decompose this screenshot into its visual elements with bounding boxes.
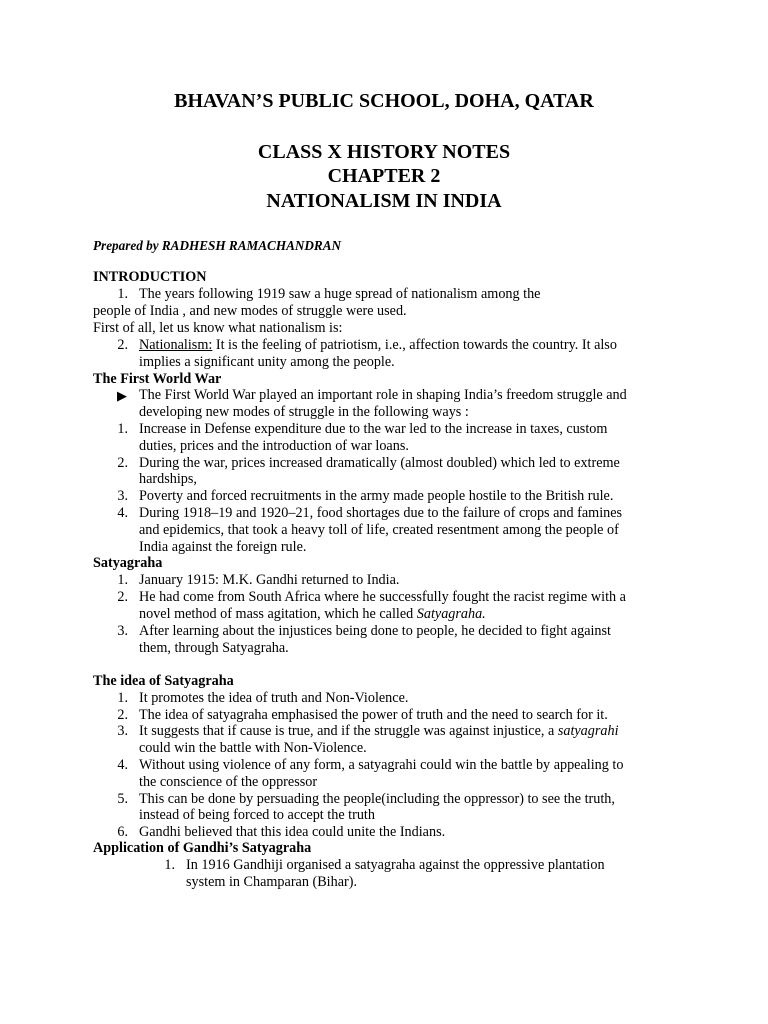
satyagraha-item-line: them, through Satyagraha. (139, 640, 289, 656)
ww1-item-line: During the war, prices increased dramatically (almost doubled) which led to extreme (139, 455, 620, 471)
idea-item-line: Without using violence of any form, a satyagrahi could win the battle by appealing to (139, 757, 624, 773)
satyagraha-item-line: January 1915: M.K. Gandhi returned to India. (139, 572, 400, 588)
application-heading: Application of Gandhi’s Satyagraha (93, 840, 312, 856)
idea-item-line: Gandhi believed that this idea could unite the Indians. (139, 824, 446, 840)
intro-paragraph-line: people of India , and new modes of struggle were used. (93, 303, 407, 319)
list-number: 1. (117, 572, 128, 588)
idea-item-line (139, 723, 619, 740)
list-number: 3. (117, 488, 128, 504)
list-number: 1. (117, 690, 128, 706)
idea-item-line: instead of being forced to accept the truth (139, 807, 375, 823)
satyagraha-item-line: He had come from South Africa where he successfully fought the racist regime with a (139, 589, 626, 605)
idea-item-line: This can be done by persuading the people(including the oppressor) to see the truth, (139, 791, 615, 807)
list-number: 2. (117, 589, 128, 605)
prepared-by: Prepared by RADHESH RAMACHANDRAN (93, 238, 342, 253)
idea-item-line: the conscience of the oppressor (139, 774, 318, 790)
idea-heading: The idea of Satyagraha (93, 673, 234, 689)
chapter-number: CHAPTER 2 (327, 165, 441, 187)
nationalism-term: Nationalism: (139, 337, 213, 353)
satyagraha-italic-term: Satyagraha. (416, 606, 486, 622)
ww1-item-line: During 1918–19 and 1920–21, food shortages due to the failure of crops and famines (139, 505, 623, 521)
ww1-bullet-line: developing new modes of struggle in the following ways : (139, 404, 469, 420)
idea-item-line: It promotes the idea of truth and Non-Violence. (139, 690, 409, 706)
ww1-item-line: Increase in Defense expenditure due to the war led to the increase in taxes, custom (139, 421, 608, 437)
list-number: 4. (117, 505, 128, 521)
intro-paragraph-line: First of all, let us know what nationalism is: (93, 320, 343, 336)
list-number: 1. (117, 286, 128, 302)
satyagraha-item-line (139, 606, 486, 623)
class-title: CLASS X HISTORY NOTES (257, 141, 511, 163)
application-item-line: system in Champaran (Bihar). (186, 874, 357, 890)
idea-item-line: The idea of satyagraha emphasised the power of truth and the need to search for it. (139, 707, 608, 723)
application-item-line: In 1916 Gandhiji organised a satyagraha against the oppressive plantation (186, 857, 605, 873)
arrow-bullet-icon: ▶ (117, 388, 127, 403)
satyagraha-text: novel method of mass agitation, which he called (139, 606, 417, 622)
satyagrahi-italic-term: satyagrahi (557, 723, 619, 739)
list-number: 1. (164, 857, 175, 873)
nationalism-definition (139, 337, 617, 354)
ww1-item-line: and epidemics, that took a heavy toll of life, created resentment among the people of (139, 522, 619, 538)
list-number: 1. (117, 421, 128, 437)
intro-paragraph-line: The years following 1919 saw a huge spread of nationalism among the (139, 286, 541, 302)
intro-heading: INTRODUCTION (93, 269, 207, 285)
idea-text: It suggests that if cause is true, and if the struggle was against injustice, a (139, 723, 558, 739)
ww1-bullet-line: The First World War played an important role in shaping India’s freedom struggle and (139, 387, 627, 403)
satyagraha-item-line: After learning about the injustices being done to people, he decided to fight against (139, 623, 611, 639)
satyagraha-heading: Satyagraha (93, 555, 163, 571)
definition-text: It is the feeling of patriotism, i.e., affection towards the country. It also (212, 337, 617, 353)
ww1-item-line: duties, prices and the introduction of war loans. (139, 438, 409, 454)
list-number: 2. (117, 455, 128, 471)
ww1-item-line: Poverty and forced recruitments in the army made people hostile to the British rule. (139, 488, 614, 504)
ww1-item-line: India against the foreign rule. (139, 539, 307, 555)
list-number: 3. (117, 623, 128, 639)
ww1-heading: The First World War (93, 371, 222, 387)
list-number: 3. (117, 723, 128, 739)
ww1-item-line: hardships, (139, 471, 197, 487)
school-name: BHAVAN’S PUBLIC SCHOOL, DOHA, QATAR (174, 90, 594, 112)
list-number: 5. (117, 791, 128, 807)
chapter-title: NATIONALISM IN INDIA (266, 190, 502, 212)
list-number: 2. (117, 337, 128, 353)
idea-item-line: could win the battle with Non-Violence. (139, 740, 367, 756)
list-number: 6. (117, 824, 128, 840)
list-number: 4. (117, 757, 128, 773)
list-number: 2. (117, 707, 128, 723)
definition-line: implies a significant unity among the people. (139, 354, 395, 370)
